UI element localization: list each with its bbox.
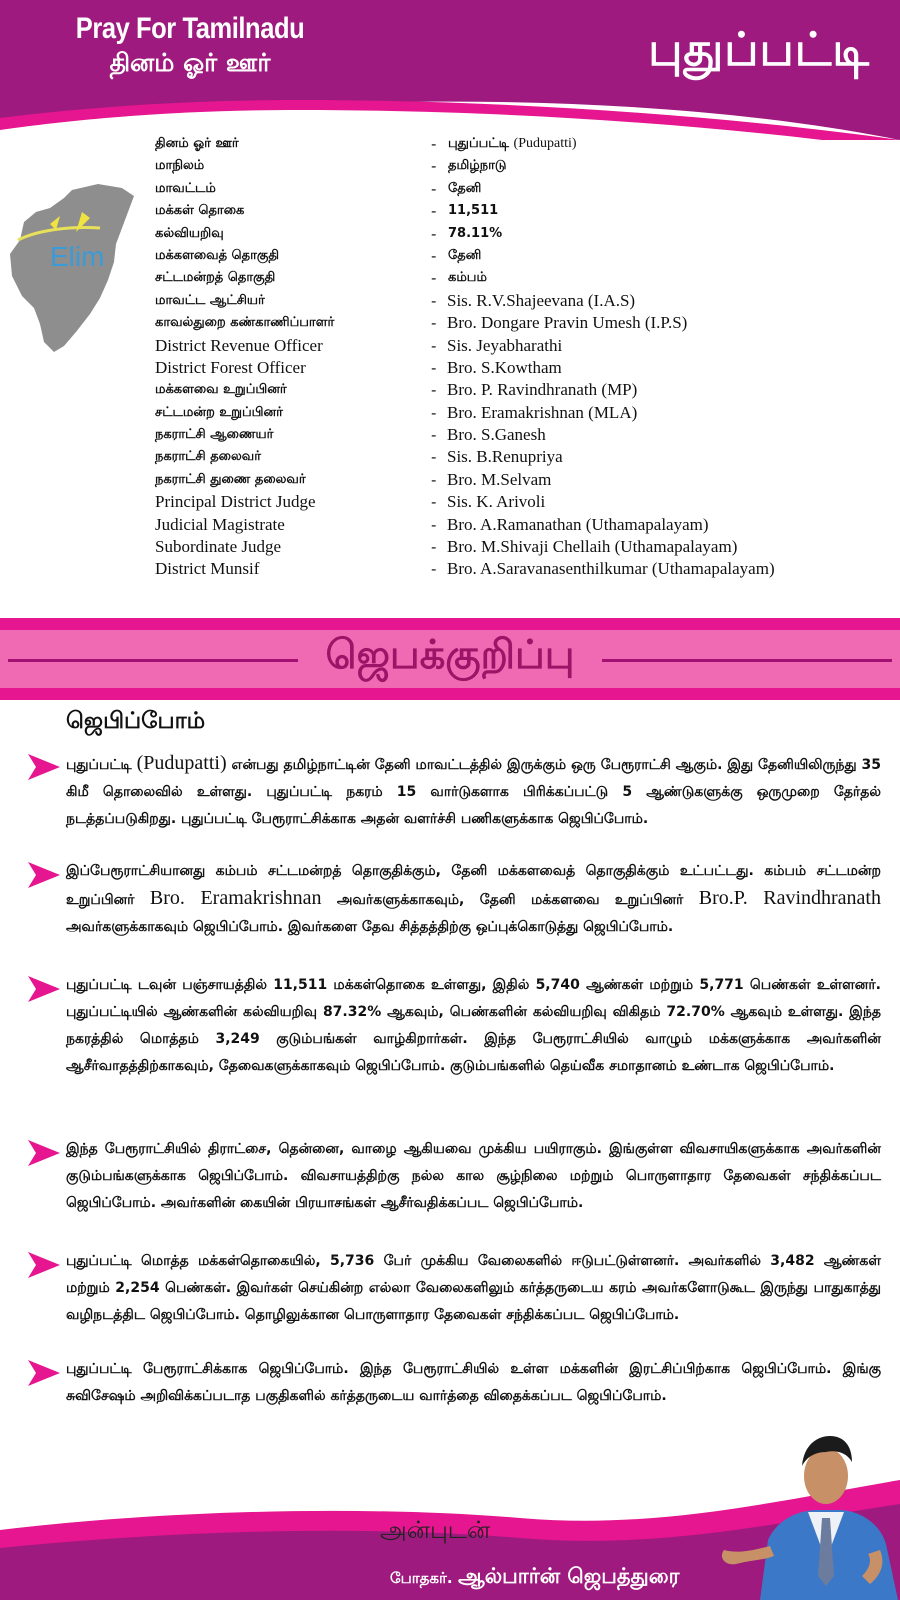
info-value: Bro. A.Saravanasenthilkumar (Uthamapalayam) bbox=[447, 559, 775, 579]
arrow-bullet-icon bbox=[28, 754, 60, 780]
info-row: மக்களவைத் தொகுதி - தேனி bbox=[155, 245, 875, 267]
info-value: Bro. Eramakrishnan (MLA) bbox=[447, 402, 638, 422]
info-row: Subordinate Judge - Bro. M.Shivaji Chellaih (Uthamapalayam) bbox=[155, 536, 875, 558]
info-label: மக்கள் தொகை bbox=[155, 203, 245, 219]
info-value: Bro. M.Selvam bbox=[447, 469, 552, 489]
prayer-band bbox=[0, 618, 900, 700]
info-row: District Munsif - Bro. A.Saravanasenthilkumar (Uthamapalayam) bbox=[155, 558, 875, 580]
info-value: Bro. Dongare Pravin Umesh (I.P.S) bbox=[447, 313, 688, 333]
preacher-name: போதகர். ஆல்பார்ன் ஜெபத்துரை bbox=[390, 1564, 680, 1588]
header-tagline: Pray For Tamilnadu bbox=[75, 12, 305, 45]
info-row: மாவட்ட ஆட்சியர் - Sis. R.V.Shajeevana (I.A.S) bbox=[155, 290, 875, 312]
info-value: 78.11% bbox=[448, 225, 503, 241]
info-row: சட்டமன்ற உறுப்பினர் - Bro. Eramakrishnan (MLA) bbox=[155, 402, 875, 424]
info-value: Bro. S.Kowtham bbox=[447, 357, 562, 377]
info-row: காவல்துறை கண்காணிப்பாளர் - Bro. Dongare Pravin Umesh (I.P.S) bbox=[155, 312, 875, 334]
info-row: மக்களவை உறுப்பினர் - Bro. P. Ravindhranath (MP) bbox=[155, 379, 875, 401]
info-label: நகராட்சி ஆணையர் bbox=[155, 427, 274, 443]
header-subtitle: தினம் ஓர் ஊர் bbox=[109, 48, 271, 77]
info-row: District Forest Officer - Bro. S.Kowtham bbox=[155, 357, 875, 379]
info-label: மக்களவைத் தொகுதி bbox=[155, 247, 280, 263]
arrow-bullet-icon bbox=[28, 976, 60, 1002]
info-label: நகராட்சி தலைவர் bbox=[155, 449, 262, 465]
info-label: மாநிலம் bbox=[155, 158, 205, 174]
info-row: Principal District Judge - Sis. K. Arivoli bbox=[155, 491, 875, 513]
info-value: 11,511 bbox=[448, 203, 499, 219]
info-row: தினம் ஓர் ஊர் - புதுப்பட்டி (Pudupatti) bbox=[155, 133, 875, 155]
info-label: கல்வியறிவு bbox=[155, 225, 224, 241]
arrow-bullet-icon bbox=[28, 1360, 60, 1386]
prayer-paragraph-6: புதுப்பட்டி பேரூராட்சிக்காக ஜெபிப்போம். இந்த பேரூராட்சியில் உள்ள மக்களின் இரட்சிப்பிற்காக ஜெபிப்போம். இங்கு சுவிசேஷம் அறிவிக்கப்படாத பகுதிகளில் கர்த்தருடைய வார்த்தை விதைக்கப்பட ஜெபிப்போம். bbox=[66, 1361, 881, 1404]
info-value: Bro. M.Shivaji Chellaih (Uthamapalayam) bbox=[447, 537, 738, 557]
band-title: ஜெபக்குறிப்பு bbox=[325, 632, 575, 678]
prayer-paragraph-2: இப்பேரூராட்சியானது கம்பம் சட்டமன்றத் தொகுதிக்கும், தேனி மக்களவைத் தொகுதிக்கும் உட்பட்டது. கம்பம் சட்டமன்ற உறுப்பினர் Bro. Eramakrishnan அவர்களுக்காகவும், தேனி மக்களவை உறுப்பினர் Bro.P. Ravindhranath அவர்களுக்காகவும் ஜெபிப்போம். இவர்களை தேவ சித்தத்திற்கு ஒப்புக்கொடுத்து ஜெபிப்போம். bbox=[66, 863, 881, 935]
info-label: District Revenue Officer bbox=[155, 335, 323, 355]
prayer-paragraph-5: புதுப்பட்டி மொத்த மக்கள்தொகையில், 5,736 பேர் முக்கிய வேலைகளில் ஈடுபட்டுள்ளனர். அவர்களில் 3,482 ஆண்கள் மற்றும் 2,254 பெண்கள். இவர்கள் செய்கின்ற எல்லா வேலைகளிலும் கர்த்தருடைய கரம் அவர்களோடுகூட இருந்து பாதுகாத்து வழிநடத்திட ஜெபிப்போம். தொழிலுக்கான பொருளாதார தேவைகள் சந்திக்கப்பட ஜெபிப்போம். bbox=[66, 1253, 881, 1323]
info-row: மாநிலம் - தமிழ்நாடு bbox=[155, 155, 875, 177]
section-title: ஜெபிப்போம் bbox=[66, 708, 206, 734]
tamilnadu-map bbox=[10, 182, 140, 354]
arrow-bullet-icon bbox=[28, 862, 60, 888]
info-label: சட்டமன்றத் தொகுதி bbox=[155, 270, 276, 286]
header-banner bbox=[0, 0, 900, 140]
info-row: நகராட்சி துணை தலைவர் - Bro. M.Selvam bbox=[155, 469, 875, 491]
info-value: Bro. P. Ravindhranath (MP) bbox=[447, 380, 638, 400]
info-value: Sis. B.Renupriya bbox=[447, 447, 563, 467]
info-value: Sis. R.V.Shajeevana (I.A.S) bbox=[447, 290, 636, 310]
prayer-paragraph-1: புதுப்பட்டி (Pudupatti) என்பது தமிழ்நாட்டின் தேனி மாவட்டத்தில் இருக்கும் ஒரு பேரூராட்சி ஆகும். இது தேனியிலிருந்து 35 கிமீ தொலைவில் உள்ளது. புதுப்பட்டி நகரம் 15 வார்டுகளாக பிரிக்கப்பட்டு 5 ஆண்டுகளுக்கு ஒருமுறை தேர்தல் நடத்தப்படுகிறது. புதுப்பட்டி பேரூராட்சிக்காக அதன் வளர்ச்சி பணிகளுக்காக ஜெபிப்போம். bbox=[66, 752, 881, 827]
info-row: நகராட்சி தலைவர் - Sis. B.Renupriya bbox=[155, 446, 875, 468]
info-label: சட்டமன்ற உறுப்பினர் bbox=[155, 404, 283, 420]
header-left-text bbox=[40, 12, 340, 81]
info-row: District Revenue Officer - Sis. Jeyabharathi bbox=[155, 335, 875, 357]
info-row: சட்டமன்றத் தொகுதி - கம்பம் bbox=[155, 267, 875, 289]
info-label: தினம் ஓர் ஊர் bbox=[155, 136, 239, 151]
info-value: புதுப்பட்டி (Pudupatti) bbox=[448, 136, 577, 151]
prayer-paragraph-4: இந்த பேரூராட்சியில் திராட்சை, தென்னை, வாழை ஆகியவை முக்கிய பயிராகும். இங்குள்ள விவசாயிகளுக்காக அவர்களின் குடும்பங்களுக்காக ஜெபிப்போம். விவசாயத்திற்கு நல்ல கால சூழ்நிலை மற்றும் பொருளாதார தேவைகள் சந்திக்கப்பட ஜெபிப்போம். அவர்களின் கையின் பிரயாசங்கள் ஆசீர்வதிக்கப்பட ஜெபிப்போம். bbox=[66, 1141, 881, 1211]
info-value: தமிழ்நாடு bbox=[448, 158, 507, 174]
info-label: மாவட்டம் bbox=[155, 180, 216, 196]
info-value: Bro. A.Ramanathan (Uthamapalayam) bbox=[447, 514, 709, 534]
info-label: Principal District Judge bbox=[155, 492, 316, 512]
page-title: புதுப்பட்டி bbox=[648, 22, 870, 76]
elim-logo-text: Elim bbox=[50, 241, 105, 272]
arrow-bullet-icon bbox=[28, 1252, 60, 1278]
info-label: காவல்துறை கண்காணிப்பாளர் bbox=[155, 315, 335, 331]
prayer-paragraph-3: புதுப்பட்டி டவுன் பஞ்சாயத்தில் 11,511 மக்கள்தொகை உள்ளது, இதில் 5,740 ஆண்கள் மற்றும் 5,771 பெண்கள் உள்ளனர். புதுப்பட்டியில் ஆண்களின் கல்வியறிவு 87.32% ஆகவும், பெண்களின் கல்வியறிவு விகிதம் 72.70% ஆகவும் உள்ளது. இந்த நகரத்தில் மொத்தம் 3,249 குடும்பங்கள் வாழ்கிறார்கள். இந்த பேரூராட்சியில் வாழும் மக்களுக்காக அவர்களின் ஆசீர்வாதத்திற்காகவும், தேவைகளுக்காகவும் ஜெபிப்போம். குடும்பங்களில் தெய்வீக சமாதானம் உண்டாக ஜெபிப்போம். bbox=[66, 977, 881, 1074]
info-label: District Munsif bbox=[155, 559, 260, 579]
arrow-bullet-icon bbox=[28, 1140, 60, 1166]
info-row: கல்வியறிவு - 78.11% bbox=[155, 223, 875, 245]
info-value: தேனி bbox=[448, 247, 482, 263]
signoff-text: அன்புடன் bbox=[380, 1516, 491, 1544]
info-table bbox=[155, 133, 875, 581]
info-row: Judicial Magistrate - Bro. A.Ramanathan (Uthamapalayam) bbox=[155, 514, 875, 536]
info-value: தேனி bbox=[448, 180, 482, 196]
info-value: Bro. S.Ganesh bbox=[447, 425, 546, 445]
info-row: நகராட்சி ஆணையர் - Bro. S.Ganesh bbox=[155, 424, 875, 446]
info-label: நகராட்சி துணை தலைவர் bbox=[155, 471, 306, 487]
footer bbox=[0, 1400, 900, 1600]
info-label: மக்களவை உறுப்பினர் bbox=[155, 382, 287, 398]
info-row: மாவட்டம் - தேனி bbox=[155, 178, 875, 200]
info-label: Subordinate Judge bbox=[155, 537, 282, 557]
info-label: District Forest Officer bbox=[155, 357, 306, 377]
info-value: Sis. Jeyabharathi bbox=[447, 335, 563, 355]
info-label: மாவட்ட ஆட்சியர் bbox=[155, 292, 265, 308]
info-value: Sis. K. Arivoli bbox=[447, 492, 546, 512]
info-row: மக்கள் தொகை - 11,511 bbox=[155, 200, 875, 222]
info-value: கம்பம் bbox=[448, 270, 487, 286]
info-label: Judicial Magistrate bbox=[155, 514, 285, 534]
